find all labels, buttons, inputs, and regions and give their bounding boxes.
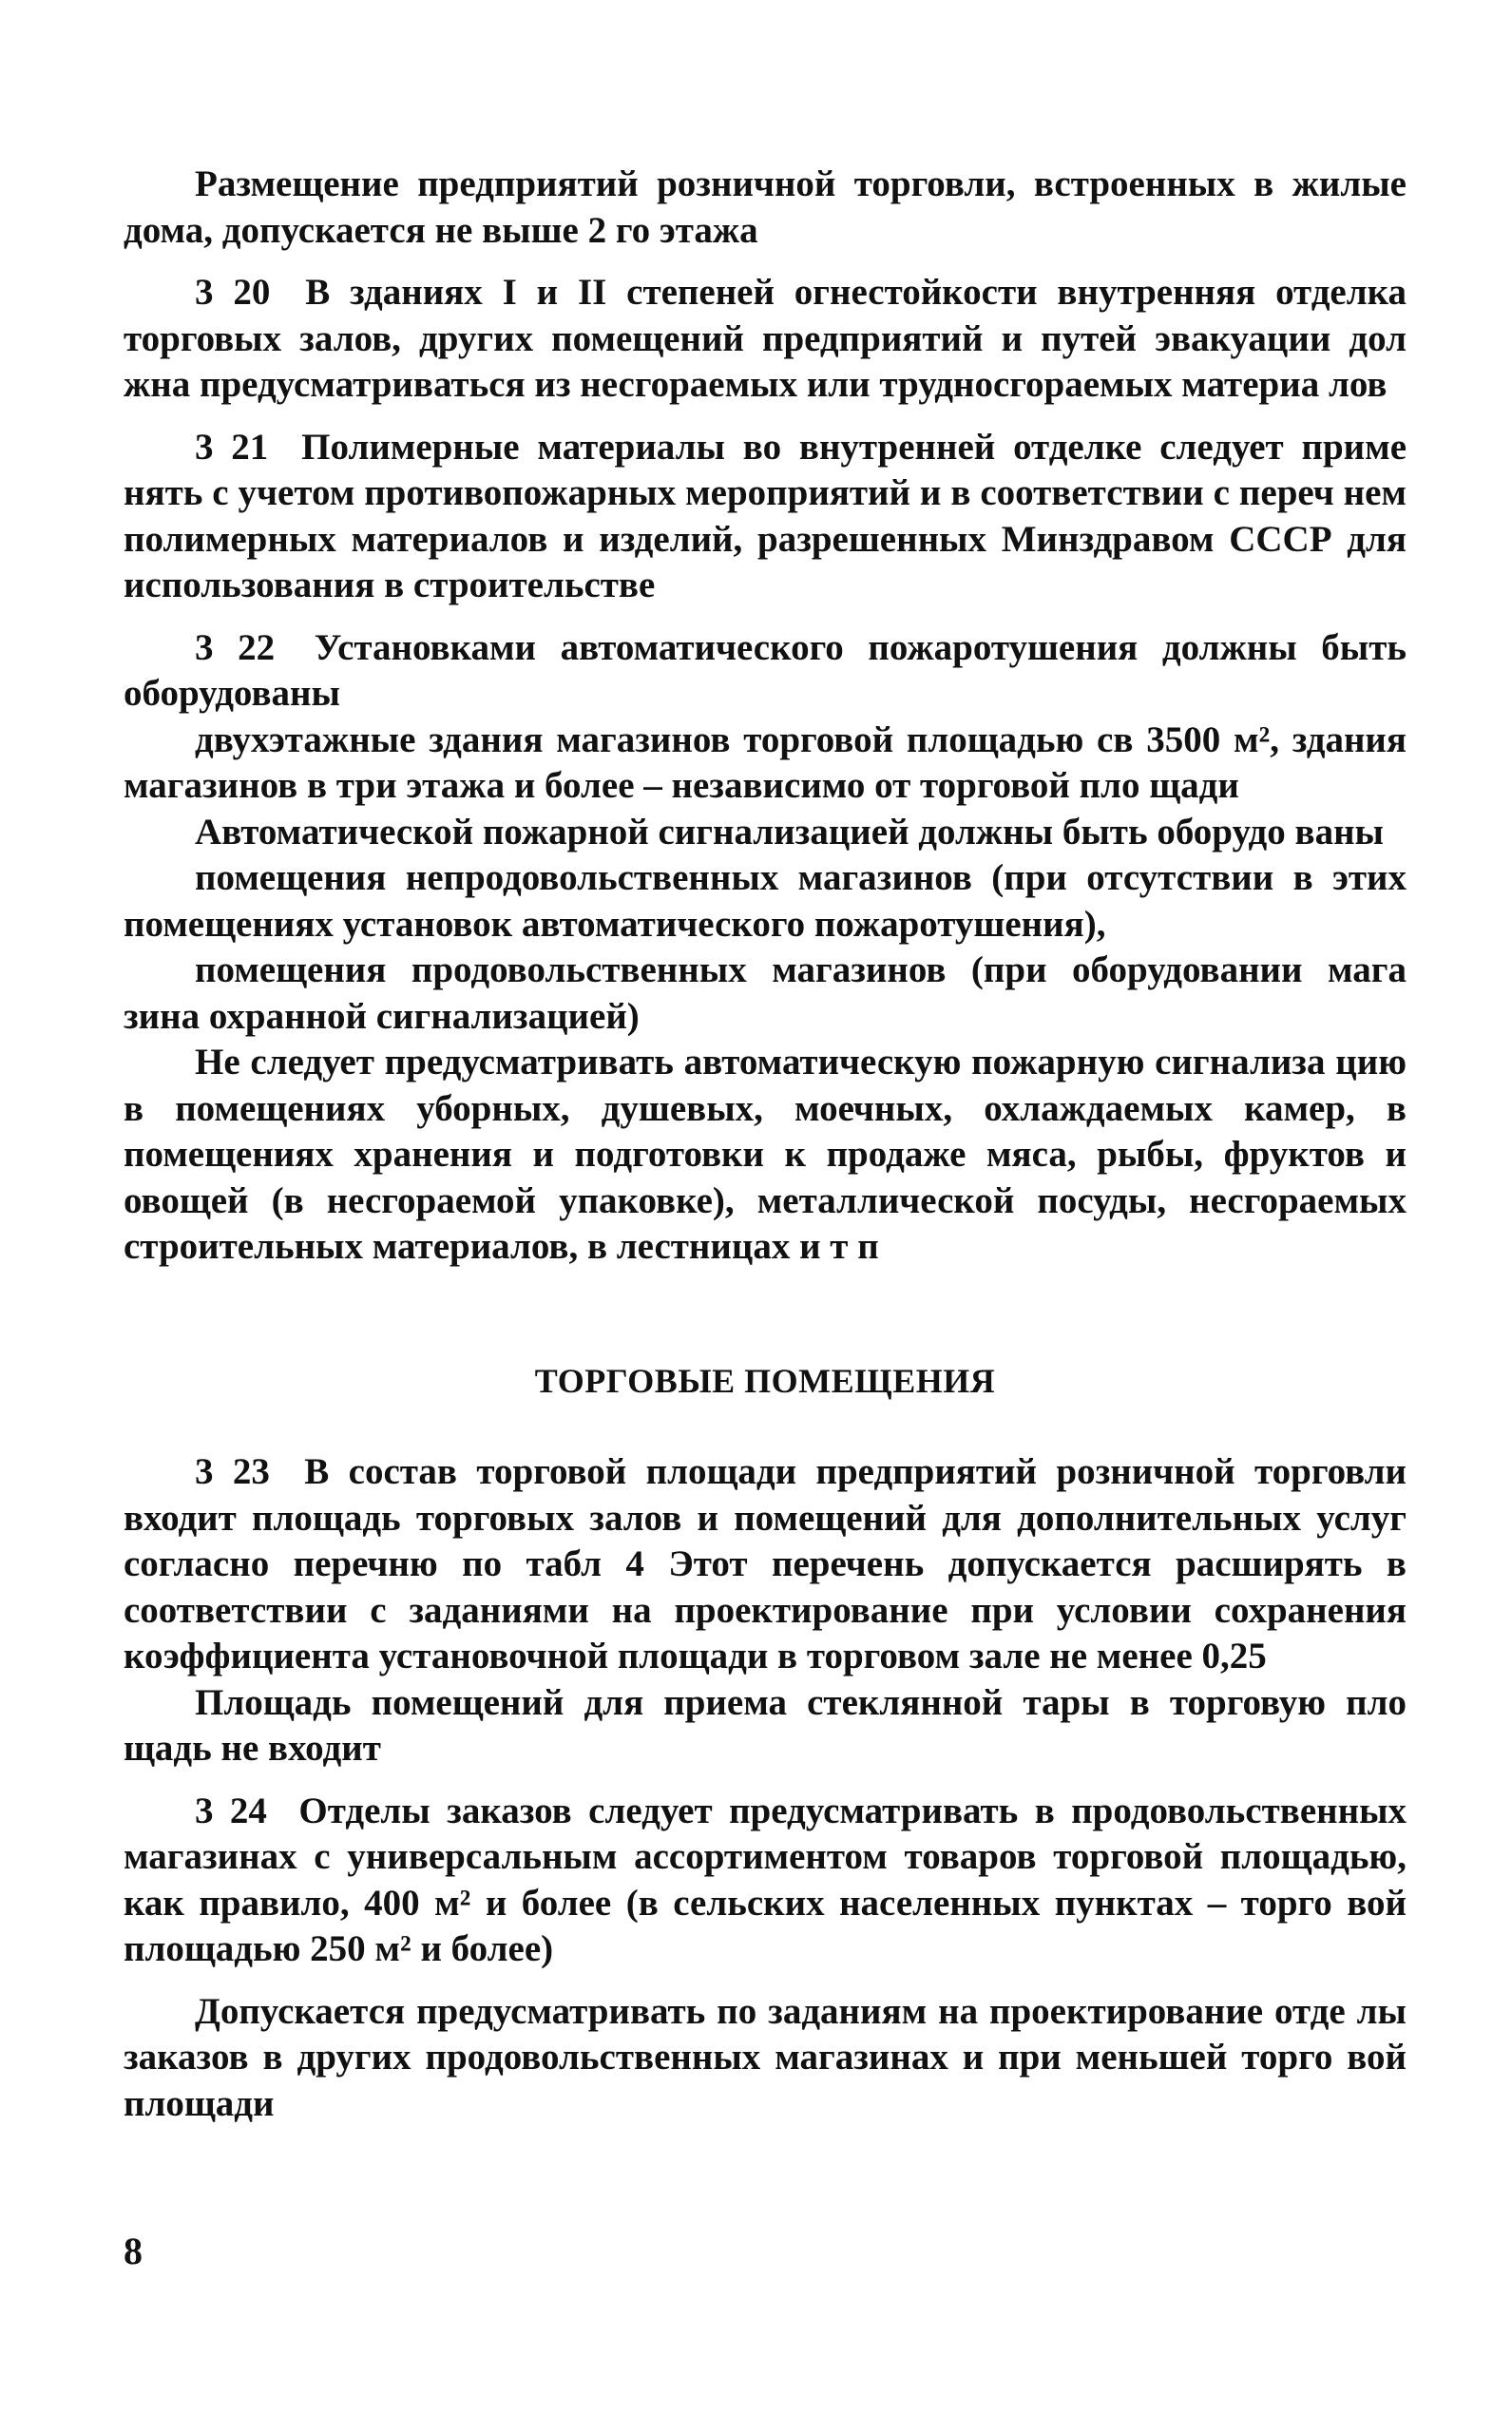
section-heading: ТОРГОВЫЕ ПОМЕЩЕНИЯ [534,1361,996,1400]
paragraph-text: Площадь помещений для приема стеклянной тары в торговую пло щадь не входит [124,1681,1407,1769]
paragraph-alarm-exceptions [124,1040,1407,1271]
paragraph-text: Автоматической пожарной сигнализацией должны быть оборудо ваны [195,811,1384,853]
paragraph-retail-placement [124,162,1407,254]
paragraph-nonfood-stores [124,855,1407,948]
paragraph-text: двухэтажные здания магазинов торговой площадью св 3500 м², здания магазинов в три этажа и более – независимо от торговой пло щади [124,718,1407,806]
paragraph-text: В состав торговой площади предприятий розничной торговли входит площадь торговых залов и помещений для дополнительных услуг согласно перечню по табл 4 Этот перечень допускается расширять в соответствии с заданиями на проектирование при условии сохранения коэффициента установочной площади в торговом зале не менее 0,25 [124,1451,1407,1676]
clause-number: 3 24 [195,1790,267,1831]
paragraph-two-storey-stores [124,718,1407,810]
paragraph-text: Не следует предусматривать автоматическую пожарную сигнализа цию в помещениях уборных, душевых, моечных, охлаждаемых камер, в помещениях хранения и подготовки к продаже мяса, рыбы, фруктов и овощей (в несгораемой упаковке), металлической посуды, несгораемых строительных материалов, в лестницах и т п [124,1042,1407,1267]
paragraph-3-22 [124,625,1407,718]
paragraph-text: Отделы заказов следует предусматривать в продовольственных магазинах с универсальным ассортиментом товаров торговой площадью, как правило, 400 м² и более (в сельских населенных пунктах – торго вой площадью 250 м² и более) [124,1790,1407,1969]
paragraph-text: Размещение предприятий розничной торговли, встроенных в жилые дома, допускается не выше 2 го этажа [124,163,1407,251]
document-page [124,162,1407,2143]
paragraph-text: помещения продовольственных магазинов (при оборудовании мага зина охранной сигнализацией) [124,949,1407,1037]
paragraph-order-departments [124,1989,1407,2128]
clause-number: 3 20 [195,272,271,313]
paragraph-fire-alarm [124,810,1407,856]
clause-number: 3 22 [195,626,276,668]
paragraph-text: помещения непродовольственных магазинов (при отсутствии в этих помещениях установок автоматического пожаротушения), [124,857,1407,945]
paragraph-text: Полимерные материалы во внутренней отделке следует приме нять с учетом противопожарных мероприятий и в соответствии с переч нем полимерных материалов и изделий, разрешенных Минздравом СССР для использования в строительстве [124,426,1407,605]
paragraph-3-24 [124,1789,1407,1973]
paragraph-3-23 [124,1449,1407,1680]
paragraph-text: В зданиях I и II степеней огнестойкости внутренняя отделка торговых залов, других помещений предприятий и путей эвакуации дол жна предусматриваться из несгораемых или трудносгораемых материа лов [124,272,1407,405]
paragraph-glass-container-area [124,1680,1407,1772]
paragraph-3-20 [124,270,1407,409]
paragraph-3-21 [124,425,1407,609]
paragraph-food-stores [124,948,1407,1040]
page-number: 8 [124,2230,143,2272]
clause-number: 3 23 [195,1451,270,1492]
paragraph-text: Допускается предусматривать по заданиям на проектирование отде лы заказов в других продовольственных магазинах и при меньшей торго вой площади [124,1990,1407,2124]
paragraph-text: Установками автоматического пожаротушения должны быть оборудованы [124,626,1407,714]
clause-number: 3 21 [195,426,269,468]
